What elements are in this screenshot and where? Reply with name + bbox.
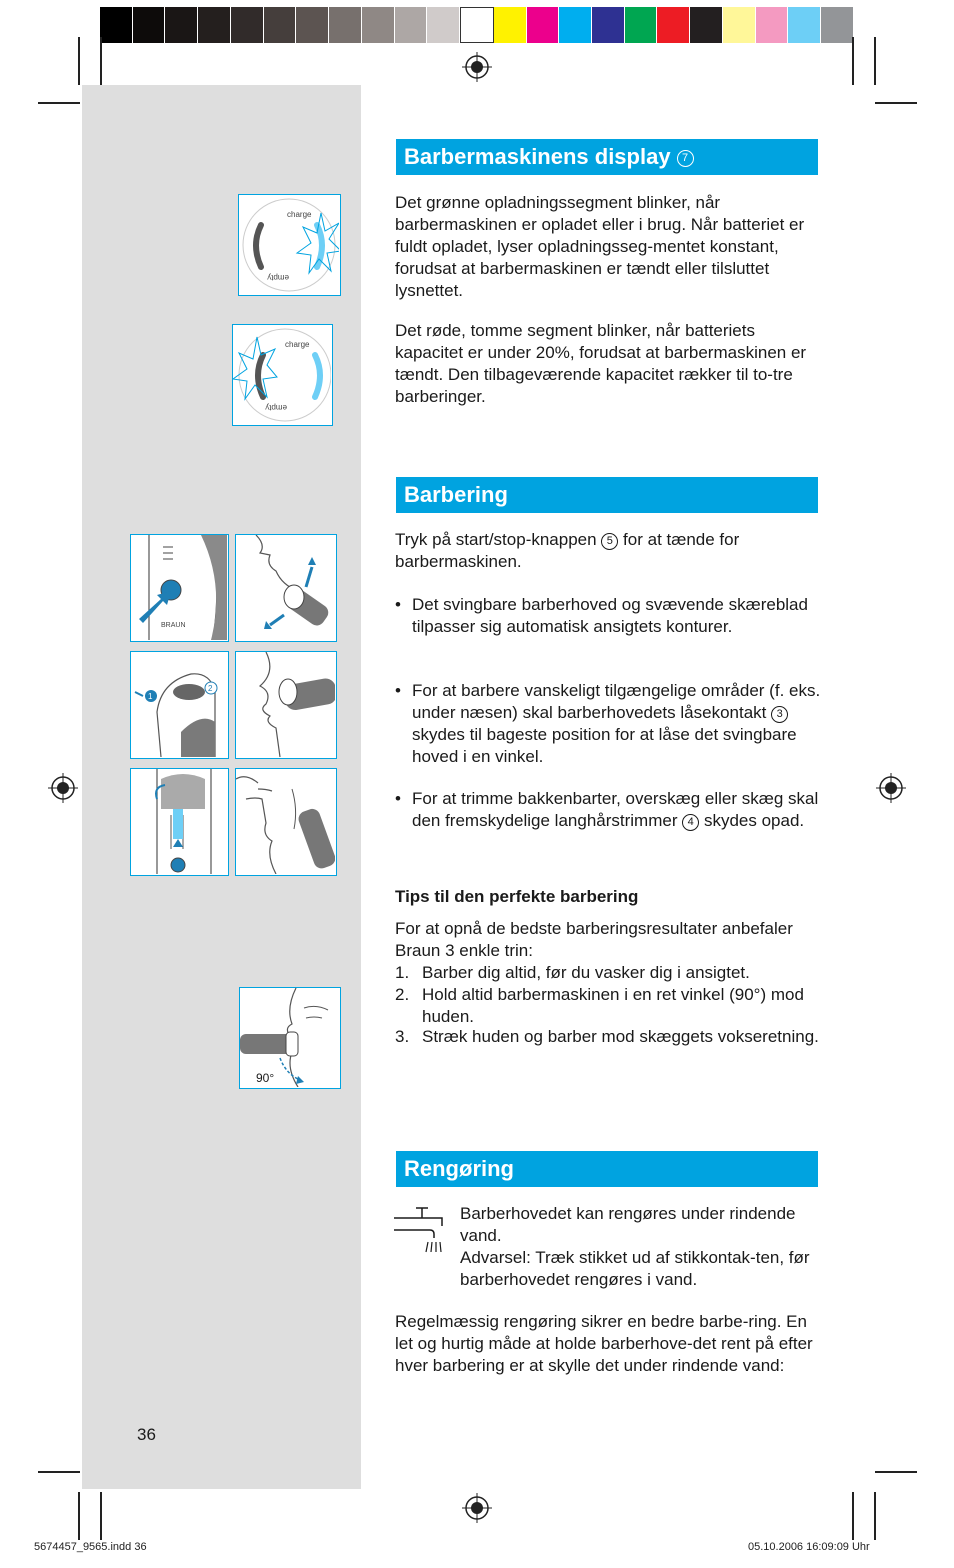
cleaning-warning: Advarsel: Træk stikket ud af stikkontak-ten, før barberhovedet rengøres i vand. xyxy=(460,1248,810,1289)
lock-switch-figure xyxy=(130,651,229,759)
color-swatch xyxy=(100,7,133,43)
step-number: 3. xyxy=(395,1027,410,1046)
brand-logo-label: BRAUN xyxy=(161,622,186,629)
color-calibration-bar xyxy=(100,7,854,43)
reference-number-icon: 7 xyxy=(677,150,694,167)
color-swatch xyxy=(231,7,264,43)
color-swatch xyxy=(657,7,690,43)
crop-mark xyxy=(874,37,876,85)
reference-number-icon: 3 xyxy=(771,706,788,723)
crop-mark xyxy=(875,102,917,104)
color-swatch xyxy=(690,7,723,43)
step-number: 1. xyxy=(395,963,410,982)
color-swatch xyxy=(756,7,789,43)
text-segment: For at trimme bakkenbarter, overskæg eller skæg skal den fremskydelige langhårstrimmer xyxy=(412,789,819,830)
dial-empty-label: empty xyxy=(265,403,287,412)
color-swatch xyxy=(427,7,460,43)
text-segment: skydes opad. xyxy=(703,811,805,830)
section-header-display xyxy=(396,139,818,175)
bullet-item-3 xyxy=(412,788,822,832)
trimmer-figure xyxy=(130,768,229,876)
section-title: Barbering xyxy=(404,482,508,507)
figure-label-2: 2 xyxy=(208,684,213,693)
crop-mark xyxy=(38,1471,80,1473)
start-button-figure xyxy=(130,534,229,642)
section-title: Barbermaskinens display xyxy=(404,144,671,169)
bullet-item-1: Det svingbare barberhoved og svævende skæreblad tilpasser sig automatisk ansigtets konturer. xyxy=(412,595,808,636)
bullet-icon: • xyxy=(395,681,401,700)
color-swatch xyxy=(165,7,198,43)
text-segment: skydes til bageste position for at låse det svingbare hoved i en vinkel. xyxy=(412,725,797,766)
color-swatch xyxy=(494,7,527,43)
dial-charge-label: charge xyxy=(287,210,312,219)
color-swatch xyxy=(264,7,297,43)
trimming-sideburns-figure xyxy=(235,768,337,876)
display-paragraph-2: Det røde, tomme segment blinker, når batteriets kapacitet er under 20%, forudsat at barbermaskinen er tændt. Den tilbageværende kapacitet rækker til to-tre barberinger. xyxy=(395,321,807,406)
cleaning-paragraph-1: Barberhovedet kan rengøres under rindende vand. xyxy=(460,1204,796,1245)
footer-timestamp: 05.10.2006 16:09:09 Uhr xyxy=(748,1541,870,1553)
registration-mark-icon xyxy=(462,1493,492,1523)
section-header-cleaning xyxy=(396,1151,818,1187)
color-swatch xyxy=(395,7,428,43)
reference-number-icon: 5 xyxy=(601,533,618,550)
color-swatch xyxy=(362,7,395,43)
running-water-icon xyxy=(394,1206,446,1256)
page-number: 36 xyxy=(137,1425,156,1444)
text-segment: For at barbere vanskeligt tilgængelige områder (f. eks. under næsen) skal barberhovedets låsekontakt xyxy=(412,681,821,722)
crop-mark xyxy=(38,102,80,104)
color-swatch xyxy=(788,7,821,43)
bullet-icon: • xyxy=(395,789,401,808)
crop-mark xyxy=(852,1492,854,1540)
color-swatch xyxy=(625,7,658,43)
registration-mark-icon xyxy=(876,773,906,803)
crop-mark xyxy=(78,37,80,85)
display-empty-figure xyxy=(232,324,333,426)
bullet-icon: • xyxy=(395,595,401,614)
color-swatch xyxy=(821,7,854,43)
shaving-neck-figure xyxy=(235,534,337,642)
crop-mark xyxy=(78,1492,80,1540)
color-swatch xyxy=(460,7,494,43)
color-swatch xyxy=(329,7,362,43)
cleaning-paragraph-2: Regelmæssig rengøring sikrer en bedre barbe-ring. En let og hurtig måde at holde barberhove-det rent på efter hver barbering er at skylle det under rindende vand: xyxy=(395,1312,813,1375)
step-text: Stræk huden og barber mod skæggets vokseretning. xyxy=(422,1027,819,1046)
text-segment: for at tænde for barbermaskinen. xyxy=(395,530,740,571)
section-header-shaving xyxy=(396,477,818,513)
bullet-item-2 xyxy=(412,680,822,768)
tips-heading: Tips til den perfekte barbering xyxy=(395,887,639,906)
step-text: Barber dig altid, før du vasker dig i ansigtet. xyxy=(422,963,750,982)
color-swatch xyxy=(527,7,560,43)
step-number: 2. xyxy=(395,985,410,1004)
color-swatch xyxy=(198,7,231,43)
shaving-nose-figure xyxy=(235,651,337,759)
dial-charge-label: charge xyxy=(285,340,310,349)
crop-mark xyxy=(874,1492,876,1540)
color-swatch xyxy=(133,7,166,43)
crop-mark xyxy=(875,1471,917,1473)
display-paragraph-1: Det grønne opladningssegment blinker, når barbermaskinen er opladet eller i brug. Når batteriet er fuldt opladet, lyser opladningsseg-mentet konstant, forudsat at barbermaskinen er tændt eller tilsluttet lysnettet. xyxy=(395,193,805,300)
registration-mark-icon xyxy=(462,52,492,82)
dial-empty-label: empty xyxy=(267,273,289,282)
color-swatch xyxy=(592,7,625,43)
ninety-degree-figure xyxy=(239,987,341,1089)
angle-label: 90° xyxy=(256,1071,275,1085)
crop-mark xyxy=(852,37,854,85)
footer-file-info: 5674457_9565.indd 36 xyxy=(34,1541,147,1553)
tips-intro: For at opnå de bedste barberingsresultater anbefaler Braun 3 enkle trin: xyxy=(395,919,793,960)
display-charge-figure xyxy=(238,194,341,296)
color-swatch xyxy=(296,7,329,43)
registration-mark-icon xyxy=(48,773,78,803)
figure-label-1: 1 xyxy=(148,692,153,701)
section-title: Rengøring xyxy=(404,1156,514,1181)
text-segment: Tryk på start/stop-knappen xyxy=(395,530,597,549)
reference-number-icon: 4 xyxy=(682,814,699,831)
step-text: Hold altid barbermaskinen i en ret vinkel (90°) mod huden. xyxy=(422,985,804,1026)
crop-mark xyxy=(100,1492,102,1540)
color-swatch xyxy=(559,7,592,43)
crop-mark xyxy=(100,37,102,85)
color-swatch xyxy=(723,7,756,43)
shaving-intro xyxy=(395,529,820,573)
